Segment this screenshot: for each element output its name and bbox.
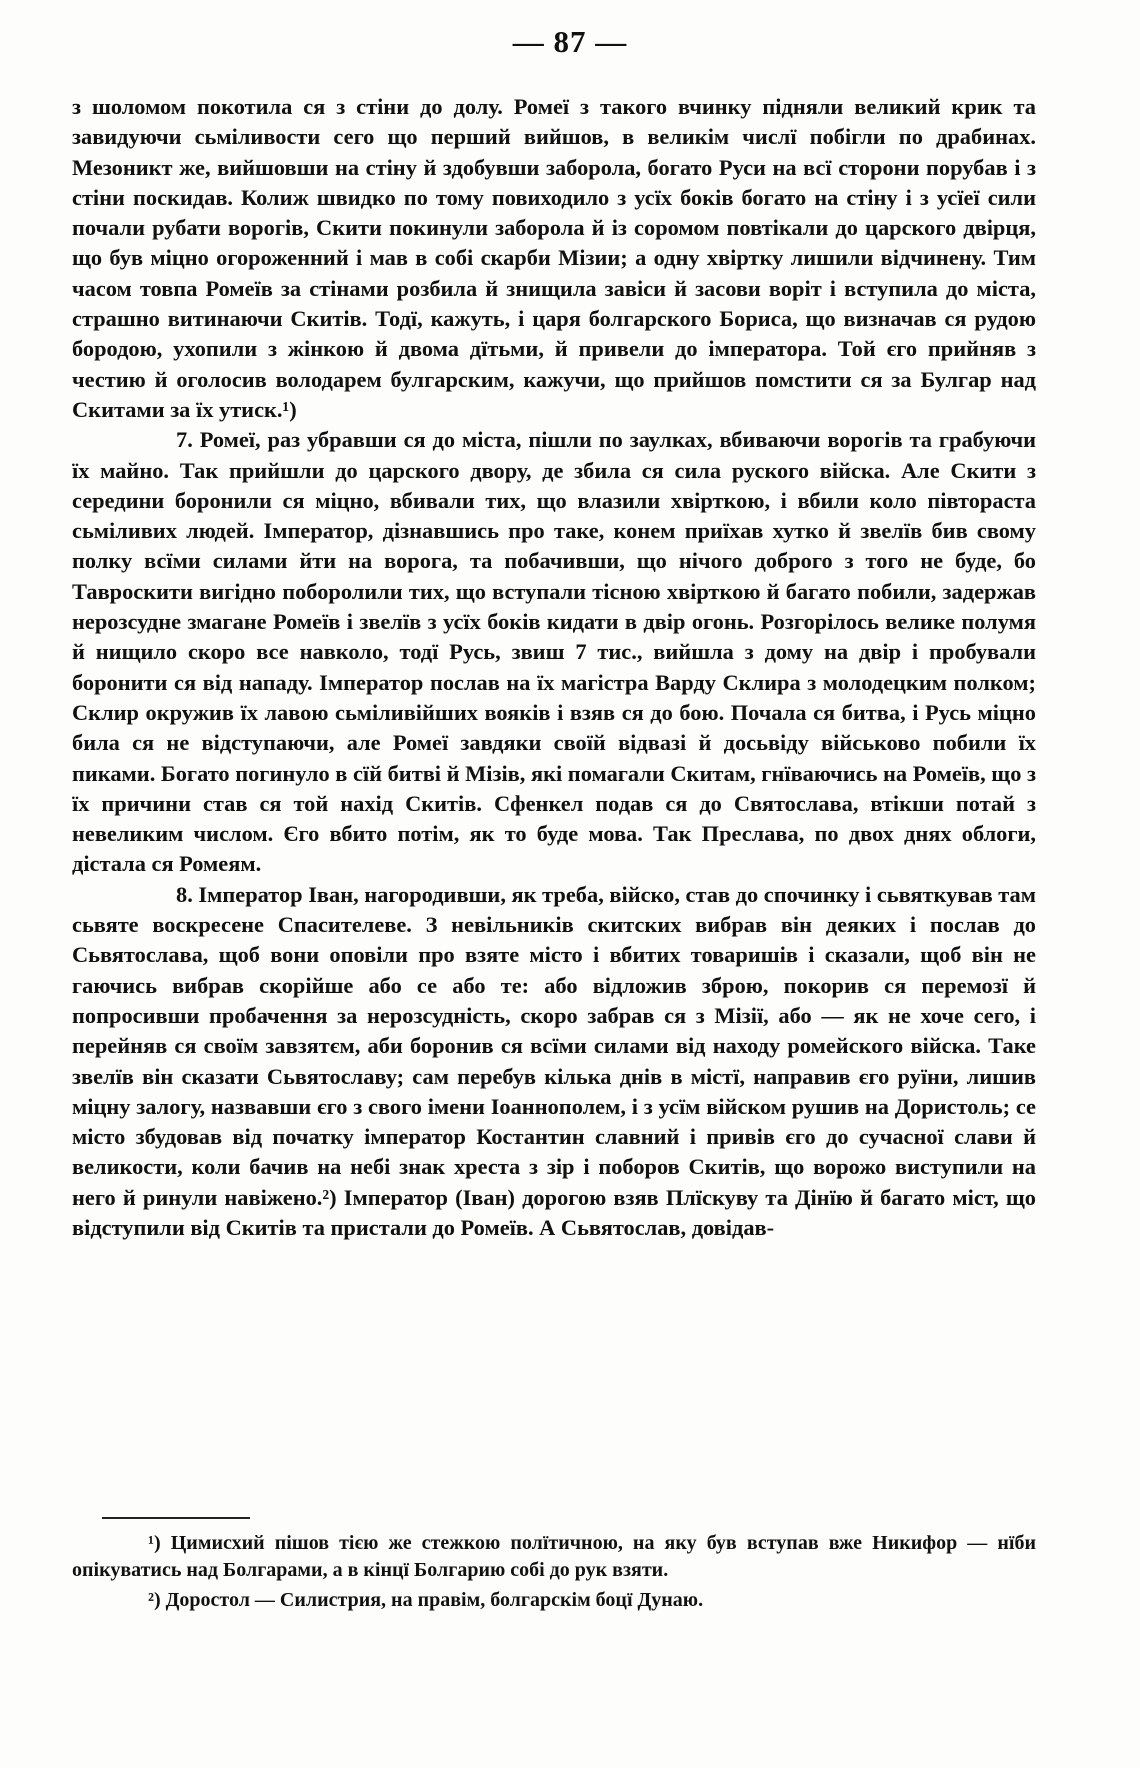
footnote-2-text: Доростол — Силистрия, на правім, болгарскім боцї Дунаю.: [165, 1589, 704, 1611]
paragraph-1: з шоломом покотила ся з стіни до долу. Ромеї з такого вчинку підняли великий крик та завидуючи сьміливости сего що перший вийшов, в великім числї побігли по драбинах. Мезоникт же, вийшовши на стіну й здобувши заборола, богато Руси на всї сторони порубав і з стіни поскидав. Колиж швидко по тому повиходило з усїх боків богато на стіну і з усїеї сили почали рубати ворогів, Скити покинули заборола й із соромом повтікали до царского двірця, що був міцно огороженний і мав в собі скарби Мізии; а одну хвіртку лишили відчинену. Тим часом товпа Ромеїв за стінами розбила й знищила завіси й засови воріт і вступила до міста, страшно витинаючи Скитів. Тодї, кажуть, і царя болгарского Бориса, що визначав ся рудою бородою, ухопили з жінкою й двома дїтьми, й привели до імператора. Той єго прийняв з честию й оголосив володарем булгарским, кажучи, що прийшов помстити ся за Булгар над Скитами за їх утиск.¹): [72, 94, 1036, 422]
footnote-divider: [102, 1517, 250, 1519]
page-number: — 87 —: [512, 24, 628, 59]
footnote-2-mark: ²): [148, 1589, 161, 1611]
footnote-1-text: Цимисхий пішов тією же стежкою полїтичною, на яку був вступав вже Никифор — нїби опікуватись над Болгарами, а в кінцї Болгарию собі до рук взяти.: [72, 1532, 1036, 1581]
paragraph-3: 8. Імператор Іван, нагородивши, як треба, війско, став до спочинку і сьвяткував там сьвяте воскресене Спасителеве. З невільників скитских вибрав він деяких і послав до Сьвятослава, щоб вони оповіли про взяте місто і вбитих товаришів і сказали, щоб він не гаючись вибрав скорійше або се або те: або відложив зброю, покорив ся перемозї й попросивши пробачення за нерозсудність, скоро забрав ся з Мізії, або — як не хоче сего, і перейняв ся своїм завзятєм, аби боронив ся всїми силами від находу ромейского війска. Таке звелїв він сказати Сьвятославу; сам перебув кілька днів в містї, направив єго руїни, лишив міцну залогу, назвавши єго з свого імени Іоаннополем, і з усїм війском рушив на Дористоль; се місто збудовав від початку імператор Костантин славний і привів єго до сучасної слави й великости, коли бачив на небі знак хреста з зір і поборов Скитів, що ворожо виступили на него й ринули навіжено.²) Імператор (Іван) дорогою взяв Плїскуву та Дінїю й багато міст, що відступили від Скитів та пристали до Ромеїв. А Сьвятослав, довідав-: [72, 881, 1036, 1240]
footnote-1-mark: ¹): [148, 1532, 161, 1554]
body-text: [72, 92, 1036, 1243]
footnote-1: [72, 1530, 1036, 1584]
footnotes: [72, 1530, 1036, 1617]
paragraph-2: 7. Ромеї, раз убравши ся до міста, пішли по заулках, вбиваючи ворогів та грабуючи їх майно. Так прийшли до царского двору, де збила ся сила руского війска. Але Скити з середини боронили ся міцно, вбивали тих, що влазили хвірткою, і вбили коло півтораста сьміливих людей. Імператор, дізнавшись про таке, конем приїхав хутко й звелїв бив свому полку всїми силами йти на ворога, та побачивши, що нічого доброго з того не буде, бо Тавроскити вигідно поборолили тих, що вступали тісною хвірткою й багато побили, задержав нерозсудне змагане Ромеїв і звелїв з усїх боків кидати в двір огонь. Розгорілось велике полумя й нищило скоро все навколо, тодї Русь, звиш 7 тис., вийшла з дому на двір і пробували боронити ся від нападу. Імператор послав на їх магістра Варду Склира з молодецким полком; Склир окружив їх лавою сьміливійших вояків і взяв ся до бою. Почала ся битва, і Русь міцно била ся не відступаючи, але Ромеї завдяки своїй відвазі й досьвіду військово побили їх пиками. Богато погинуло в сїй битві й Мізів, які помагали Скитам, гнїваючись на Ромеїв, що з їх причини став ся той нахід Скитів. Сфенкел подав ся до Святослава, втікши потай з невеликим числом. Єго вбито потім, як то буде мова. Так Преслава, по двох днях облоги, дістала ся Ромеям.: [72, 427, 1036, 877]
footnote-2: [72, 1587, 1036, 1614]
